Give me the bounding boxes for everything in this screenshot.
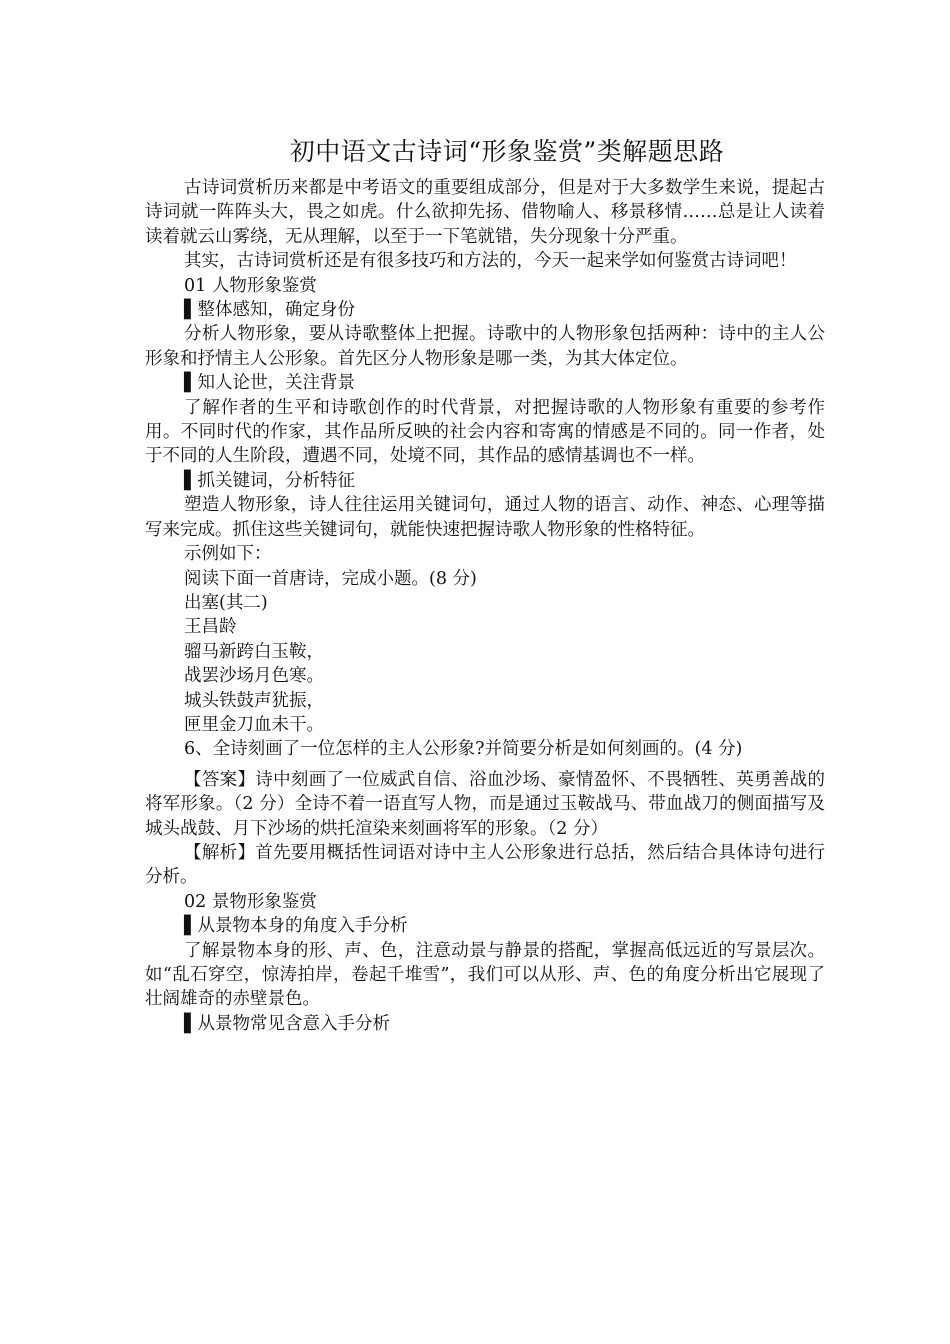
section-heading-character: 01 人物形象鉴赏 <box>184 275 317 296</box>
subheading-overall-perception: ▌整体感知，确定身份 <box>184 300 355 321</box>
subheading-keywords: ▌抓关键词，分析特征 <box>184 470 355 491</box>
subheading-scenery-meaning: ▌从景物常见含意入手分析 <box>184 1013 390 1034</box>
example-question: 6、全诗刻画了一位怎样的主人公形象?并简要分析是如何刻画的。(4 分) <box>184 739 743 760</box>
poem-title: 出塞(其二) <box>184 592 268 613</box>
poem-author: 王昌龄 <box>184 617 237 638</box>
document-title: 初中语文古诗词“形象鉴赏”类解题思路 <box>289 137 725 166</box>
intro-paragraph-1: 古诗词赏析历来都是中考语文的重要组成部分，但是对于大多数学生来说，提起古诗词就一阵阵头大，畏之如虎。什么欲抑先扬、借物喻人、移景移情……总是让人读着读着就云山雾绕，无从理解，以至于一下笔就错，失分现象十分严重。 <box>145 178 825 247</box>
poem-line: 战罢沙场月色寒。 <box>184 666 324 687</box>
poem-line: 城头铁鼓声犹振， <box>184 690 324 711</box>
poem-line: 骝马新跨白玉鞍， <box>184 641 324 662</box>
subheading-background: ▌知人论世，关注背景 <box>184 373 355 394</box>
example-intro: 示例如下： <box>184 544 272 565</box>
example-instruction: 阅读下面一首唐诗，完成小题。(8 分) <box>184 568 477 589</box>
subheading-scenery-itself: ▌从景物本身的角度入手分析 <box>184 916 408 937</box>
example-analysis: 【解析】首先要用概括性词语对诗中主人公形象进行总括，然后结合具体诗句进行分析。 <box>145 842 825 888</box>
paragraph-overall-perception: 分析人物形象，要从诗歌整体上把握。诗歌中的人物形象包括两种：诗中的主人公形象和抒情主人公形象。首先区分人物形象是哪一类，为其大体定位。 <box>145 324 825 369</box>
poem-line: 匣里金刀血未干。 <box>184 714 324 735</box>
example-answer: 【答案】诗中刻画了一位威武自信、浴血沙场、豪情盈怀、不畏牺牲、英勇善战的将军形象。（2 分）全诗不着一语直写人物，而是通过玉鞍战马、带血战刀的侧面描写及城头战鼓、月下沙场的烘托渲染来刻画将军的形象。（2 分） <box>145 769 825 839</box>
intro-paragraph-2: 其实，古诗词赏析还是有很多技巧和方法的，今天一起来学如何鉴赏古诗词吧！ <box>184 251 797 272</box>
paragraph-background: 了解作者的生平和诗歌创作的时代背景，对把握诗歌的人物形象有重要的参考作用。不同时代的作家，其作品所反映的社会内容和寄寓的情感是不同的。同一作者，处于不同的人生阶段，遭遇不同，处境不同，其作品的感情基调也不一样。 <box>145 397 825 467</box>
section-heading-scenery: 02 景物形象鉴赏 <box>184 891 317 912</box>
paragraph-keywords: 塑造人物形象，诗人往往运用关键词句，通过人物的语言、动作、神态、心理等描写来完成。抓住这些关键词句，就能快速把握诗歌人物形象的性格特征。 <box>145 495 825 540</box>
paragraph-scenery-itself: 了解景物本身的形、声、色，注意动景与静景的搭配，掌握高低远近的写景层次。如“乱石穿空，惊涛拍岸，卷起千堆雪”，我们可以从形、声、色的角度分析出它展现了壮阔雄奇的赤壁景色。 <box>145 940 825 1010</box>
document-body <box>145 132 825 1036</box>
